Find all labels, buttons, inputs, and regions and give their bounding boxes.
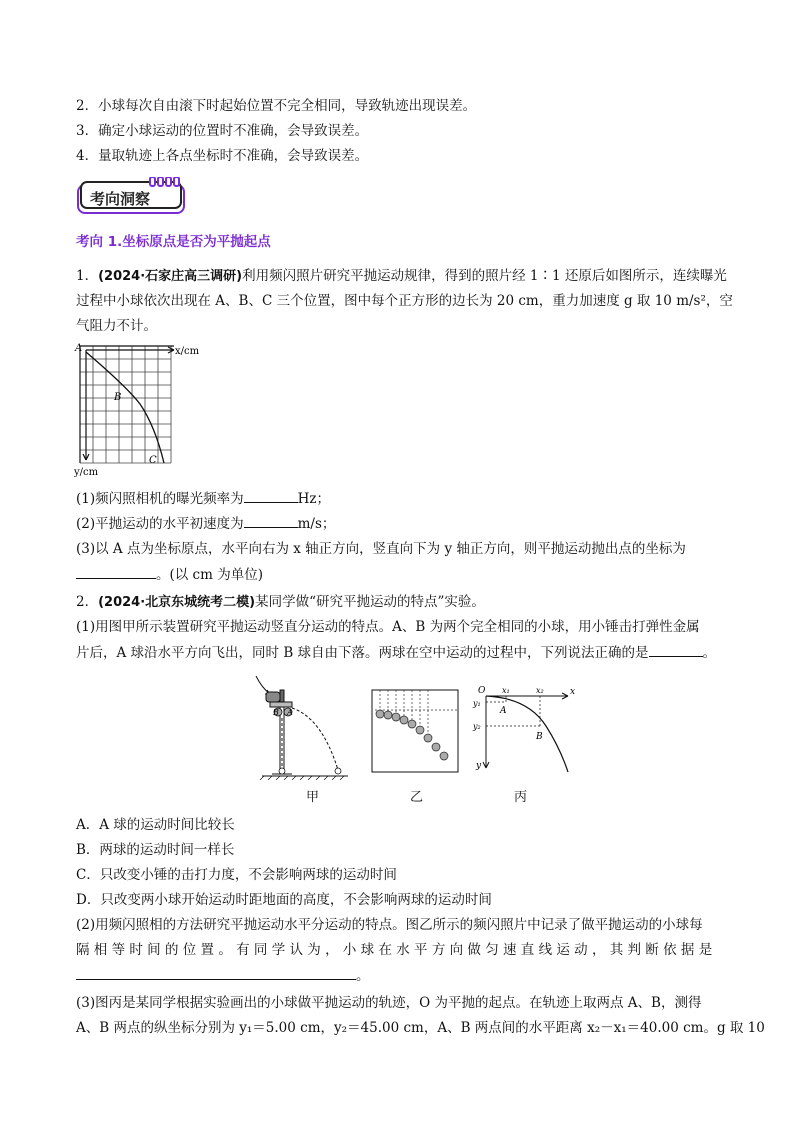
q2-bing-x-axis: x [570,687,576,697]
q2-part-3-line-1: (3)图丙是某同学根据实验画出的小球做平抛运动的轨迹，O 为平抛的起点。在轨迹上取两点 A、B，测得 [76,995,702,1011]
q2-number: 2． [76,594,99,610]
q1-part-1-blank[interactable] [244,488,298,503]
q1-source: (2024·石家庄高三调研) [98,269,243,284]
section-badge [76,177,188,215]
intro-line-3: 3．确定小球运动的位置时不准确，会导致误差。 [76,123,369,139]
q2-option-c: C．只改变小锤的击打力度，不会影响两球的运动时间 [76,867,397,883]
q2-fig-jia-caption: 甲 [306,790,320,805]
q2-stem-text: 某同学做“研究平抛运动的特点”实验。 [255,594,485,610]
q2-part-3-line-2: A、B 两点的纵坐标分别为 y₁＝5.00 cm，y₂＝45.00 cm，A、B 两点间的水平距离 x₂－x₁＝40.00 cm。g 取 10 [76,1020,765,1036]
q2-part-1-blank[interactable] [649,642,703,657]
q2-bing-origin: O [478,686,486,696]
q2-figure-bing [468,682,584,782]
q2-part-1-text: 片后，A 球沿水平方向飞出，同时 B 球自由下落。两球在空中运动的过程中，下列说法正确的是 [76,645,649,661]
q1-point-a-label: A [75,343,83,354]
q1-point-b-label: B [114,392,122,403]
q2-part-2-line-2: 隔 相 等 时 间 的 位 置 。 有 同 学 认 为 ， 小 球 在 水 平 方 向 做 匀 速 直 线 运 动 ， 其 判 断 依 据 是 [76,942,713,958]
intro-line-2: 2．小球每次自由滚下时起始位置不完全相同，导致轨迹出现误差。 [76,98,477,114]
q1-stem-line-2: 过程中小球依次出现在 A、B、C 三个位置，图中每个正方形的边长为 20 cm，重力加速度 g 取 10 m/s²，空 [76,293,733,309]
q1-part-3-blank[interactable] [76,564,156,579]
q1-number: 1． [76,268,99,284]
q2-part-2-blank[interactable] [76,965,356,980]
q1-part-3-text: 。(以 cm 为单位) [156,567,263,583]
q1-stem-line-3: 气阻力不计。 [76,318,157,334]
q1-part-2 [76,513,335,534]
q1-part-1 [76,488,330,509]
q2-fig-bing-caption: 丙 [514,790,528,805]
q2-bing-y1: y₁ [473,699,481,708]
q2-part-1-line-1: (1)用图甲所示装置研究平抛运动竖直分运动的特点。A、B 为两个完全相同的小球，用小锤击打弹性金属 [76,619,700,635]
q2-bing-x2: x₂ [536,686,544,695]
q2-part-1-line-2 [76,642,716,663]
q2-bing-y-axis: y [476,761,482,771]
q2-part-1-end: 。 [702,645,717,661]
q1-part-3-line-2 [76,564,263,585]
q2-bing-point-b: B [536,732,543,742]
q2-jia-a-label: A [287,708,293,717]
q2-part-2-end: 。 [356,968,370,984]
q1-x-axis-label: x/cm [175,346,200,357]
q2-option-b: B．两球的运动时间一样长 [76,842,235,858]
q2-option-a: A．A 球的运动时间比较长 [76,817,235,833]
q1-part-3-line-1: (3)以 A 点为坐标原点，水平向右为 x 轴正方向，竖直向下为 y 轴正方向，则平抛运动抛出点的坐标为 [76,541,686,557]
q2-bing-y2: y₂ [473,722,481,731]
q1-point-c-label: C [149,455,157,466]
q2-figure-jia [252,670,352,780]
badge-label: 考向洞察 [90,190,151,208]
q2-figure-yi [370,688,462,774]
q1-stem-line-1 [76,266,727,287]
q1-y-axis-label: y/cm [74,467,99,478]
q2-stem [76,592,485,613]
q1-part-2-text: (2)平抛运动的水平初速度为 [76,516,244,532]
q2-source: (2024·北京东城统考二模) [98,595,256,610]
q2-part-2-line-3 [76,965,370,986]
q1-part-2-unit: m/s； [297,516,336,532]
q2-bing-point-a: A [500,706,507,716]
q2-bing-x1: x₁ [502,686,510,695]
q1-part-2-blank[interactable] [244,513,298,528]
q1-part-1-unit: Hz； [297,491,331,507]
q2-jia-b-label: B [273,708,279,717]
q1-grid-figure [70,338,210,478]
q1-part-1-text: (1)频闪照相机的曝光频率为 [76,491,244,507]
intro-line-4: 4．量取轨迹上各点坐标时不准确，会导致误差。 [76,148,369,164]
q1-stem-a: 利用频闪照片研究平抛运动规律，得到的照片经 1∶1 还原后如图所示，连续曝光 [242,268,727,284]
q2-option-d: D．只改变两小球开始运动时距地面的高度，不会影响两球的运动时间 [76,892,492,908]
q2-part-2-line-1: (2)用频闪照相的方法研究平抛运动水平分运动的特点。图乙所示的频闪照片中记录了做平抛运动的小球每 [76,917,703,933]
section-title: 考向 1.坐标原点是否为平抛起点 [76,234,271,250]
q2-fig-yi-caption: 乙 [410,790,424,805]
